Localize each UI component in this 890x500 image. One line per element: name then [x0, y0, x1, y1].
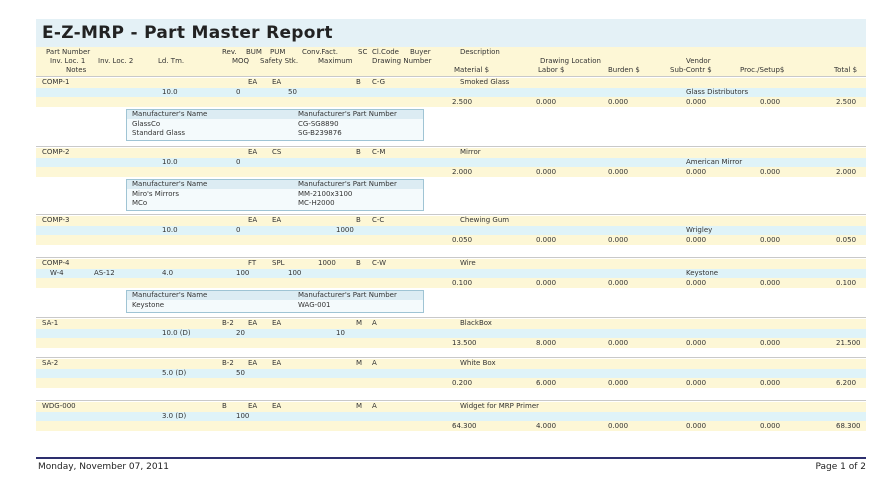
part-moq: 0: [236, 88, 241, 96]
header-drawing-number: Drawing Number: [372, 57, 432, 65]
part-ld-tm: 3.0 (D): [162, 412, 187, 420]
header-notes: Notes: [66, 66, 87, 74]
part-ld-tm: 10.0: [162, 226, 178, 234]
header-cl-code: Cl.Code: [372, 48, 399, 56]
part-cl-code: A: [372, 319, 377, 327]
record-band-primary: [36, 148, 866, 158]
cost-burden: 0.000: [608, 339, 629, 347]
cost-total: 2.000: [836, 168, 857, 176]
part-moq: 100: [236, 412, 250, 420]
part-number: SA-2: [42, 359, 59, 367]
part-bum: EA: [248, 319, 258, 327]
mfr-part-number: WAG-001: [298, 301, 331, 309]
part-ld-tm: 5.0 (D): [162, 369, 187, 377]
part-cl-code: C-W: [372, 259, 387, 267]
cost-sub-contr: 0.000: [686, 379, 707, 387]
cost-labor: 6.000: [536, 379, 557, 387]
header-inv-loc2: Inv. Loc. 2: [98, 57, 134, 65]
cost-total: 21.500: [836, 339, 861, 347]
footer-rule: [36, 457, 866, 459]
part-safety-stk: 50: [288, 88, 297, 96]
part-pum: CS: [272, 148, 282, 156]
cost-sub-contr: 0.000: [686, 279, 707, 287]
record-band-primary: [36, 319, 866, 329]
header-burden: Burden $: [608, 66, 640, 74]
header-buyer: Buyer: [410, 48, 431, 56]
record-separator: [36, 357, 866, 358]
mfr-name: Keystone: [132, 301, 165, 309]
part-safety-stk: 100: [288, 269, 302, 277]
part-moq: 50: [236, 369, 245, 377]
record-band-secondary: [36, 412, 866, 421]
part-maximum: 1000: [336, 226, 354, 234]
part-ld-tm: 10.0 (D): [162, 329, 191, 337]
header-drawing-location: Drawing Location: [540, 57, 601, 65]
header-labor: Labor $: [538, 66, 565, 74]
header-maximum: Maximum: [318, 57, 353, 65]
mfr-name: MCo: [132, 199, 148, 207]
record-separator: [36, 257, 866, 258]
record-band-secondary: [36, 329, 866, 338]
part-sc: B: [356, 148, 361, 156]
mfr-name-header: Manufacturer's Name: [132, 110, 208, 118]
part-moq: 0: [236, 158, 241, 166]
header-sub-contr: Sub-Contr $: [670, 66, 712, 74]
cost-total: 0.050: [836, 236, 857, 244]
record-band-costs: [36, 167, 866, 177]
part-vendor: Keystone: [686, 269, 719, 277]
part-ld-tm: 10.0: [162, 158, 178, 166]
part-rev: B-2: [222, 359, 234, 367]
cost-sub-contr: 0.000: [686, 236, 707, 244]
record-separator: [36, 214, 866, 215]
title-band: [36, 19, 866, 48]
cost-material: 13.500: [452, 339, 477, 347]
cost-burden: 0.000: [608, 236, 629, 244]
record-band-costs: [36, 278, 866, 288]
mfr-part-header: Manufacturer's Part Number: [298, 291, 397, 299]
header-conv-fact: Conv.Fact.: [302, 48, 338, 56]
part-moq: 20: [236, 329, 245, 337]
part-sc: M: [356, 319, 363, 327]
part-moq: 100: [236, 269, 250, 277]
header-pum: PUM: [270, 48, 286, 56]
part-description: Widget for MRP Primer: [460, 402, 539, 410]
cost-labor: 0.000: [536, 98, 557, 106]
cost-sub-contr: 0.000: [686, 422, 707, 430]
part-pum: EA: [272, 402, 282, 410]
cost-burden: 0.000: [608, 379, 629, 387]
cost-proc-setup: 0.000: [760, 379, 781, 387]
header-sc: SC: [358, 48, 368, 56]
part-number: SA-1: [42, 319, 59, 327]
mfr-name: GlassCo: [132, 120, 161, 128]
cost-total: 68.300: [836, 422, 861, 430]
record-separator: [36, 146, 866, 147]
header-total: Total $: [834, 66, 858, 74]
record-band-secondary: [36, 369, 866, 378]
header-inv-loc1: Inv. Loc. 1: [50, 57, 86, 65]
mfr-part-header: Manufacturer's Part Number: [298, 110, 397, 118]
header-proc-setup: Proc./Setup$: [740, 66, 785, 74]
record-band-primary: [36, 402, 866, 412]
part-cl-code: C-G: [372, 78, 386, 86]
mfr-name: Standard Glass: [132, 129, 186, 137]
part-inv-loc1: W-4: [50, 269, 64, 277]
part-bum: FT: [248, 259, 257, 267]
part-bum: EA: [248, 402, 258, 410]
part-description: Wire: [460, 259, 476, 267]
record-separator: [36, 317, 866, 318]
part-ld-tm: 10.0: [162, 88, 178, 96]
header-description: Description: [460, 48, 500, 56]
part-pum: EA: [272, 319, 282, 327]
part-pum: EA: [272, 216, 282, 224]
part-cl-code: A: [372, 402, 377, 410]
cost-proc-setup: 0.000: [760, 279, 781, 287]
header-moq: MOQ: [232, 57, 250, 65]
cost-burden: 0.000: [608, 279, 629, 287]
report-page: [36, 14, 868, 494]
part-rev: B-2: [222, 319, 234, 327]
cost-material: 2.000: [452, 168, 473, 176]
part-moq: 0: [236, 226, 241, 234]
mfr-name-header: Manufacturer's Name: [132, 180, 208, 188]
cost-labor: 0.000: [536, 168, 557, 176]
part-description: BlackBox: [460, 319, 492, 327]
part-description: Mirror: [460, 148, 481, 156]
part-conv-fact: 1000: [318, 259, 336, 267]
cost-material: 0.200: [452, 379, 473, 387]
record-band-secondary: [36, 226, 866, 235]
part-sc: B: [356, 216, 361, 224]
part-sc: B: [356, 78, 361, 86]
cost-labor: 8.000: [536, 339, 557, 347]
part-pum: EA: [272, 359, 282, 367]
part-description: White Box: [460, 359, 496, 367]
part-number: COMP-2: [42, 148, 70, 156]
header-material: Material $: [454, 66, 490, 74]
mfr-part-number: CG-SG8890: [298, 120, 339, 128]
part-pum: SPL: [272, 259, 285, 267]
part-number: COMP-1: [42, 78, 70, 86]
mfr-part-header: Manufacturer's Part Number: [298, 180, 397, 188]
cost-material: 64.300: [452, 422, 477, 430]
part-vendor: American Mirror: [686, 158, 743, 166]
part-cl-code: C-C: [372, 216, 385, 224]
header-bum: BUM: [246, 48, 262, 56]
footer-date: Monday, November 07, 2011: [38, 462, 170, 472]
cost-proc-setup: 0.000: [760, 168, 781, 176]
record-band-costs: [36, 421, 866, 431]
report-title: E-Z-MRP - Part Master Report: [42, 23, 333, 43]
part-sc: M: [356, 359, 363, 367]
part-bum: EA: [248, 148, 258, 156]
header-part-number: Part Number: [46, 48, 91, 56]
cost-material: 0.050: [452, 236, 473, 244]
part-description: Chewing Gum: [460, 216, 510, 224]
cost-proc-setup: 0.000: [760, 339, 781, 347]
header-ld-tm: Ld. Tm.: [158, 57, 185, 65]
record-band-costs: [36, 378, 866, 388]
part-number: WDG-000: [42, 402, 76, 410]
cost-proc-setup: 0.000: [760, 98, 781, 106]
footer-page-number: Page 1 of 2: [815, 462, 866, 472]
mfr-part-number: SG-B239876: [298, 129, 342, 137]
mfr-part-number: MM-2100x3100: [298, 190, 353, 198]
part-sc: M: [356, 402, 363, 410]
cost-total: 0.100: [836, 279, 857, 287]
mfr-name: Miro's Mirrors: [132, 190, 180, 198]
mfr-name-header: Manufacturer's Name: [132, 291, 208, 299]
record-band-primary: [36, 359, 866, 369]
part-inv-loc2: AS-12: [94, 269, 115, 277]
record-band-primary: [36, 216, 866, 226]
cost-labor: 0.000: [536, 279, 557, 287]
cost-material: 2.500: [452, 98, 473, 106]
part-bum: EA: [248, 216, 258, 224]
part-bum: EA: [248, 359, 258, 367]
cost-labor: 0.000: [536, 236, 557, 244]
part-ld-tm: 4.0: [162, 269, 174, 277]
part-cl-code: C-M: [372, 148, 386, 156]
cost-sub-contr: 0.000: [686, 339, 707, 347]
part-description: Smoked Glass: [460, 78, 510, 86]
cost-proc-setup: 0.000: [760, 236, 781, 244]
record-band-primary: [36, 259, 866, 269]
cost-sub-contr: 0.000: [686, 98, 707, 106]
part-vendor: Glass Distributors: [686, 88, 749, 96]
cost-burden: 0.000: [608, 422, 629, 430]
part-maximum: 10: [336, 329, 345, 337]
record-band-costs: [36, 338, 866, 348]
cost-proc-setup: 0.000: [760, 422, 781, 430]
part-rev: B: [222, 402, 227, 410]
cost-burden: 0.000: [608, 98, 629, 106]
record-band-secondary: [36, 269, 866, 278]
header-vendor: Vendor: [686, 57, 711, 65]
record-separator: [36, 400, 866, 401]
record-band-primary: [36, 78, 866, 88]
cost-labor: 4.000: [536, 422, 557, 430]
mfr-part-number: MC-H2000: [298, 199, 335, 207]
part-pum: EA: [272, 78, 282, 86]
part-bum: EA: [248, 78, 258, 86]
cost-material: 0.100: [452, 279, 473, 287]
part-vendor: Wrigley: [686, 226, 713, 234]
cost-sub-contr: 0.000: [686, 168, 707, 176]
cost-burden: 0.000: [608, 168, 629, 176]
cost-total: 6.200: [836, 379, 857, 387]
part-number: COMP-4: [42, 259, 70, 267]
header-safety-stk: Safety Stk.: [260, 57, 299, 65]
part-number: COMP-3: [42, 216, 70, 224]
record-separator: [36, 76, 866, 77]
part-cl-code: A: [372, 359, 377, 367]
part-sc: B: [356, 259, 361, 267]
record-band-costs: [36, 97, 866, 107]
record-band-costs: [36, 235, 866, 245]
cost-total: 2.500: [836, 98, 857, 106]
header-rev: Rev.: [222, 48, 237, 56]
